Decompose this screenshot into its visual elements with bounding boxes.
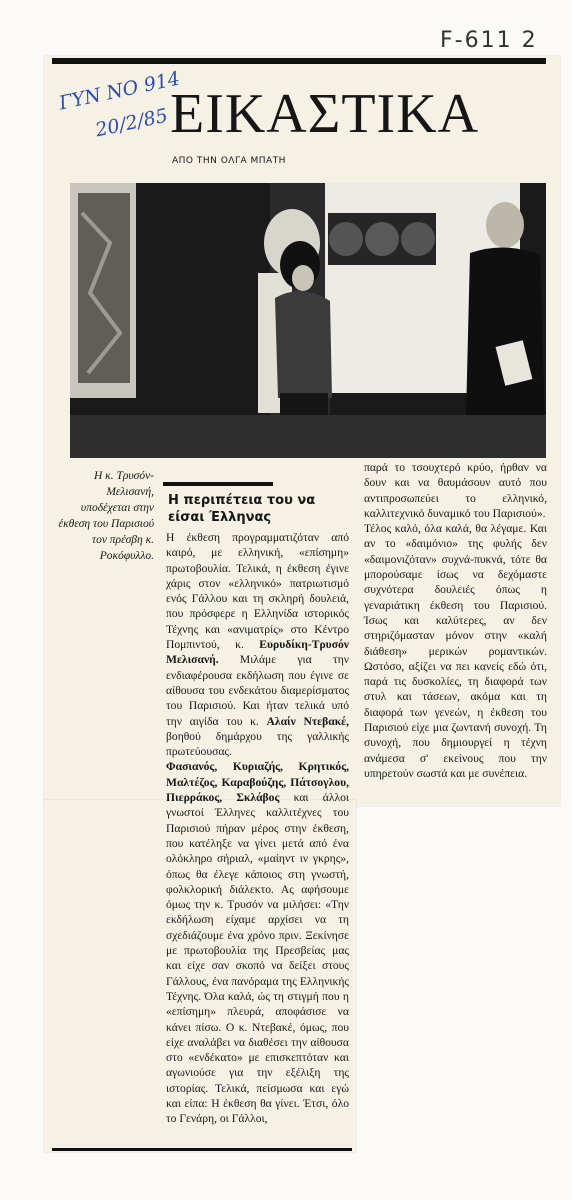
- paragraph-1-mid: Μιλάμε για την ενδιαφέρουσα εκδήλωση που έγινε σε αίθουσα του ενδεκάτου διαμερίσματος του Παρισιού. Και ήταν τελικά υπό την αιγίδα του κ.: [166, 653, 349, 728]
- byline: ΑΠΟ ΤΗΝ ΟΛΓΑ ΜΠΑΤΗ: [172, 156, 286, 166]
- paragraph-1: [166, 530, 349, 759]
- artist-names: Φασιανός, Κυριαζής, Κρητικός, Μαλτέζος, Καραβούζης, Πάτσογλου, Πιερράκος, Σκλάβος: [166, 760, 349, 805]
- article-column-right: [364, 460, 547, 781]
- filing-mark: F-611 2: [440, 28, 538, 53]
- exhibition-photo: [70, 183, 546, 458]
- stamp-issue: ΓΥΝ ΝΟ 914: [57, 67, 182, 115]
- photo-illustration: [70, 183, 546, 458]
- paragraph-2: [166, 759, 349, 1126]
- header-rule: [52, 58, 546, 64]
- article-column-middle: [166, 530, 349, 1127]
- footer-rule: [52, 1148, 352, 1151]
- name-melisani: Ευρυδίκη-Τρυσόν Μελισανή.: [166, 638, 349, 667]
- article-subhead: Η περιπέτεια του να είσαι Έλληνας: [168, 493, 316, 525]
- paragraph-1-text: Η έκθεση προγραμματιζόταν από καιρό, με ελληνική, «επίσημη» πρωτοβουλία. Τελικά, η έκθεση έγινε χάρις στον «ελληνικό» πατριωτισμό ενός Γάλλου και τη σκληρή δουλειά, που πρόσφερε η Ελληνίδα ιστορικός Τέχνης και «ανιματρίς» στο Κέντρο Πομπιντού, κ.: [166, 531, 349, 652]
- stamp-date: 20/2/85: [93, 104, 170, 142]
- paragraph-1-end: βοηθού δημάρχου της γαλλικής πρωτεύουσας.: [166, 729, 349, 759]
- paragraph-4: Τέλος καλό, όλα καλά, θα λέγαμε. Και αν το «δαιμόνιο» της φυλής δεν «δαιμονιζόταν» συχνά-πυκνά, τότε θα μπορούσαμε ίσως να δεχόμαστε συχνότερα δουλειές όπως η γεναριάτικη έκθεση του Παρισιού. Ίσως και καλύτερες, αν δεν στηριζόμασταν μόνον στην «καλή διάθεση» μερικών ρομαντικών. Ωστόσο, αξίζει να πει κανείς εδώ ότι, παρά τις δυσκολίες, τη διαφορά των στυλ και τάσεων, ακόμα και τη διαφορά των γενεών, η έκθεση του Παρισιού είχε μια ζωντανή συνοχή. Τη συνοχή, που δημιουργεί η τέχνη ανάμεσα σ' εκείνους που την υπηρετούν σωστά και με συνέπεια.: [364, 522, 547, 780]
- paragraph-2-text: και άλλοι γνωστοί Έλληνες καλλιτέχνες του Παρισιού πήραν μέρος στην έκθεση, που κατέληξε να γίνει μετά από ένα ολόκληρο σήριαλ, «μαίηντ ιν γκρης», όπως θα έλεγε κάποιος στη γνωστή, φολκλορική διάλεκτο. Ας αφήσουμε όμως την κ. Τρυσόν να μιλήσει: «Την εκδήλωση είχαμε αρχίσει να τη σχεδιάζουμε ένα χρόνο πριν. Ξεκίνησε με πρωτοβουλία της Πρεσβείας μας και είχε σαν σκοπό να δείξει στους Γάλλους, ένα πανόραμα της Ελληνικής Τέχνης. Όλα καλά, ώς τη στιγμή που η «επίσημη» πλευρά, αποφάσισε να κάνει πίσω. Ο κ. Ντεβακέ, όμως, που είχε αναλάβει να διαθέσει την αίθουσα στο «ενδέκατο» με επισκεπτόταν και αγωνιούσε για την εξέλιξη της ιστορίας. Τελικά, πείσμωσα και εγώ και είπα: Η έκθεση θα γίνει. Έτσι, όλο το Γενάρη, οι Γάλλοι,: [166, 791, 350, 1126]
- subhead-rule: [163, 482, 273, 486]
- name-devake: Αλαίν Ντεβακέ,: [266, 714, 350, 728]
- photo-caption: Η κ. Τρυσόν-Μελισανή, υποδέχεται στην έκθεση του Παρισιού τον πρέσβη κ. Ροκόφυλλο.: [58, 470, 154, 562]
- section-heading: ΕΙΚΑΣΤΙΚΑ: [170, 83, 480, 145]
- paragraph-3: παρά το τσουχτερό κρύο, ήρθαν να δουν και να θαυμάσουν αυτό που αντιπροσωπεύει το ελληνικό, καλλιτεχνικό δυναμικό του Παρισιού».: [364, 461, 547, 520]
